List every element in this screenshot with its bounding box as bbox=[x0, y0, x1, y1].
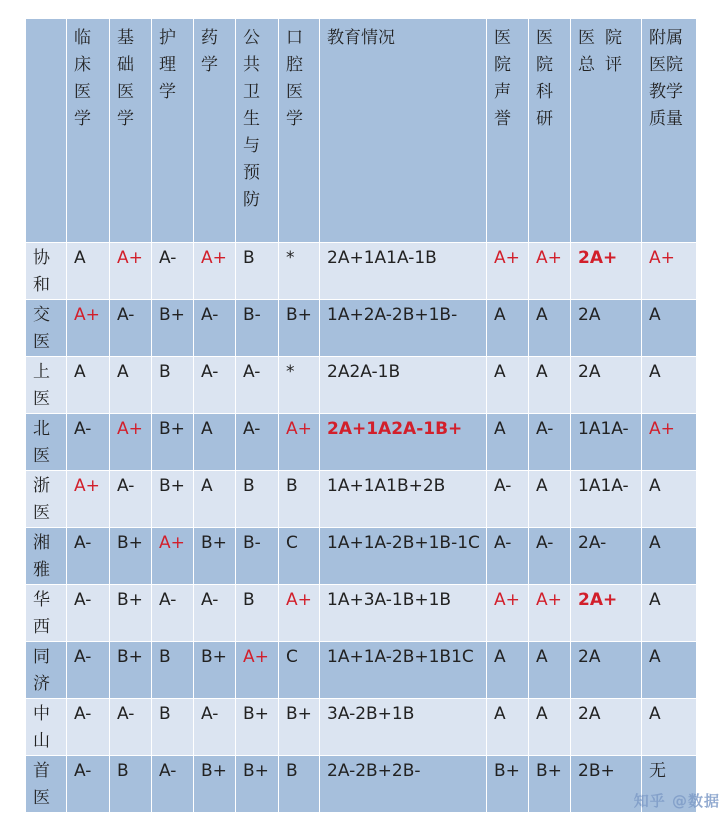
cell-nursing: A+ bbox=[152, 528, 194, 585]
cell-nursing: B+ bbox=[152, 414, 194, 471]
cell-nursing: A- bbox=[152, 585, 194, 642]
cell-stomatology: A+ bbox=[279, 585, 320, 642]
cell-reputation: A bbox=[487, 642, 529, 699]
cell-basic: B+ bbox=[110, 642, 152, 699]
cell-research: A bbox=[529, 357, 571, 414]
cell-teaching-quality: A bbox=[642, 471, 697, 528]
table-row bbox=[26, 471, 697, 528]
cell-pharmacy: A bbox=[194, 414, 236, 471]
cell-pharmacy: A- bbox=[194, 357, 236, 414]
cell-overall: 2B+ bbox=[571, 756, 642, 813]
cell-education: 1A+1A1B+2B bbox=[320, 471, 487, 528]
cell-research: A bbox=[529, 699, 571, 756]
cell-clinical: A- bbox=[67, 642, 110, 699]
header-public-health: 公共卫生与预防 bbox=[236, 19, 279, 243]
cell-research: A- bbox=[529, 528, 571, 585]
cell-pharmacy: A bbox=[194, 471, 236, 528]
cell-clinical: A- bbox=[67, 699, 110, 756]
cell-clinical: A- bbox=[67, 585, 110, 642]
school-name: 北医 bbox=[26, 414, 67, 471]
cell-research: A bbox=[529, 471, 571, 528]
cell-nursing: B+ bbox=[152, 471, 194, 528]
cell-stomatology: * bbox=[279, 243, 320, 300]
cell-basic: A- bbox=[110, 471, 152, 528]
cell-clinical: A- bbox=[67, 528, 110, 585]
header-education: 教育情况 bbox=[320, 19, 487, 243]
header-reputation: 医院声誉 bbox=[487, 19, 529, 243]
header-basic: 基础医学 bbox=[110, 19, 152, 243]
cell-reputation: A+ bbox=[487, 585, 529, 642]
cell-research: A bbox=[529, 300, 571, 357]
cell-basic: A- bbox=[110, 699, 152, 756]
school-name: 协和 bbox=[26, 243, 67, 300]
cell-basic: A bbox=[110, 357, 152, 414]
cell-stomatology: B+ bbox=[279, 699, 320, 756]
cell-reputation: A bbox=[487, 357, 529, 414]
table-row bbox=[26, 300, 697, 357]
cell-education: 3A-2B+1B bbox=[320, 699, 487, 756]
cell-research: A+ bbox=[529, 243, 571, 300]
cell-overall: 2A bbox=[571, 300, 642, 357]
cell-overall: 2A bbox=[571, 699, 642, 756]
cell-education: 2A-2B+2B- bbox=[320, 756, 487, 813]
cell-pharmacy: A- bbox=[194, 699, 236, 756]
cell-reputation: A bbox=[487, 699, 529, 756]
header-overall: 医院总评 bbox=[571, 19, 642, 243]
cell-education: 1A+1A-2B+1B1C bbox=[320, 642, 487, 699]
school-name: 上医 bbox=[26, 357, 67, 414]
header-teaching-quality: 附属医院教学质量 bbox=[642, 19, 697, 243]
cell-nursing: B+ bbox=[152, 300, 194, 357]
cell-teaching-quality: A bbox=[642, 585, 697, 642]
cell-reputation: B+ bbox=[487, 756, 529, 813]
cell-public-health: B- bbox=[236, 528, 279, 585]
header-nursing: 护理学 bbox=[152, 19, 194, 243]
cell-teaching-quality: A+ bbox=[642, 243, 697, 300]
cell-pharmacy: B+ bbox=[194, 528, 236, 585]
cell-clinical: A bbox=[67, 357, 110, 414]
cell-public-health: A+ bbox=[236, 642, 279, 699]
cell-research: A+ bbox=[529, 585, 571, 642]
cell-pharmacy: A+ bbox=[194, 243, 236, 300]
cell-education: 2A+1A1A-1B bbox=[320, 243, 487, 300]
table-row bbox=[26, 699, 697, 756]
cell-public-health: A- bbox=[236, 357, 279, 414]
school-name: 浙医 bbox=[26, 471, 67, 528]
cell-nursing: A- bbox=[152, 243, 194, 300]
header-research: 医院科研 bbox=[529, 19, 571, 243]
cell-nursing: B bbox=[152, 642, 194, 699]
cell-overall: 2A- bbox=[571, 528, 642, 585]
cell-basic: A+ bbox=[110, 243, 152, 300]
cell-reputation: A- bbox=[487, 528, 529, 585]
cell-overall: 2A bbox=[571, 642, 642, 699]
table-row bbox=[26, 642, 697, 699]
cell-pharmacy: B+ bbox=[194, 756, 236, 813]
cell-public-health: B bbox=[236, 243, 279, 300]
school-name: 同济 bbox=[26, 642, 67, 699]
cell-reputation: A- bbox=[487, 471, 529, 528]
cell-basic: A+ bbox=[110, 414, 152, 471]
cell-stomatology: C bbox=[279, 528, 320, 585]
cell-basic: B bbox=[110, 756, 152, 813]
cell-basic: B+ bbox=[110, 585, 152, 642]
cell-pharmacy: A- bbox=[194, 300, 236, 357]
cell-pharmacy: A- bbox=[194, 585, 236, 642]
cell-education: 2A2A-1B bbox=[320, 357, 487, 414]
table-row bbox=[26, 756, 697, 813]
header-row bbox=[26, 19, 697, 243]
cell-stomatology: B bbox=[279, 756, 320, 813]
ranking-table bbox=[25, 18, 697, 813]
cell-teaching-quality: A bbox=[642, 699, 697, 756]
school-name: 湘雅 bbox=[26, 528, 67, 585]
header-stomatology: 口腔医学 bbox=[279, 19, 320, 243]
cell-public-health: B bbox=[236, 585, 279, 642]
school-name: 交医 bbox=[26, 300, 67, 357]
cell-public-health: B bbox=[236, 471, 279, 528]
cell-basic: A- bbox=[110, 300, 152, 357]
cell-research: B+ bbox=[529, 756, 571, 813]
cell-clinical: A+ bbox=[67, 300, 110, 357]
cell-overall: 2A bbox=[571, 357, 642, 414]
cell-research: A bbox=[529, 642, 571, 699]
table-row bbox=[26, 357, 697, 414]
cell-teaching-quality: A bbox=[642, 528, 697, 585]
cell-clinical: A bbox=[67, 243, 110, 300]
cell-overall: 1A1A- bbox=[571, 414, 642, 471]
cell-overall: 2A+ bbox=[571, 243, 642, 300]
cell-clinical: A- bbox=[67, 756, 110, 813]
cell-stomatology: C bbox=[279, 642, 320, 699]
table-row bbox=[26, 585, 697, 642]
header-corner bbox=[26, 19, 67, 243]
watermark: 知乎 @数据 bbox=[633, 792, 720, 810]
header-clinical: 临床医学 bbox=[67, 19, 110, 243]
cell-stomatology: B bbox=[279, 471, 320, 528]
table-row bbox=[26, 243, 697, 300]
cell-education: 1A+1A-2B+1B-1C bbox=[320, 528, 487, 585]
cell-reputation: A bbox=[487, 300, 529, 357]
cell-public-health: B- bbox=[236, 300, 279, 357]
cell-education: 1A+2A-2B+1B- bbox=[320, 300, 487, 357]
cell-pharmacy: B+ bbox=[194, 642, 236, 699]
header-pharmacy: 药学 bbox=[194, 19, 236, 243]
cell-research: A- bbox=[529, 414, 571, 471]
cell-teaching-quality: A+ bbox=[642, 414, 697, 471]
cell-stomatology: B+ bbox=[279, 300, 320, 357]
school-name: 华西 bbox=[26, 585, 67, 642]
cell-clinical: A- bbox=[67, 414, 110, 471]
cell-overall: 1A1A- bbox=[571, 471, 642, 528]
cell-nursing: B bbox=[152, 699, 194, 756]
cell-education: 2A+1A2A-1B+ bbox=[320, 414, 487, 471]
table-row bbox=[26, 528, 697, 585]
cell-education: 1A+3A-1B+1B bbox=[320, 585, 487, 642]
cell-public-health: B+ bbox=[236, 699, 279, 756]
cell-stomatology: * bbox=[279, 357, 320, 414]
cell-public-health: A- bbox=[236, 414, 279, 471]
school-name: 首医 bbox=[26, 756, 67, 813]
cell-basic: B+ bbox=[110, 528, 152, 585]
cell-teaching-quality: A bbox=[642, 642, 697, 699]
cell-teaching-quality: A bbox=[642, 357, 697, 414]
cell-public-health: B+ bbox=[236, 756, 279, 813]
cell-teaching-quality: A bbox=[642, 300, 697, 357]
cell-nursing: B bbox=[152, 357, 194, 414]
cell-reputation: A+ bbox=[487, 243, 529, 300]
cell-reputation: A bbox=[487, 414, 529, 471]
cell-clinical: A+ bbox=[67, 471, 110, 528]
cell-teaching-quality: 无 bbox=[642, 756, 697, 813]
cell-nursing: A- bbox=[152, 756, 194, 813]
table-row bbox=[26, 414, 697, 471]
school-name: 中山 bbox=[26, 699, 67, 756]
cell-overall: 2A+ bbox=[571, 585, 642, 642]
cell-stomatology: A+ bbox=[279, 414, 320, 471]
